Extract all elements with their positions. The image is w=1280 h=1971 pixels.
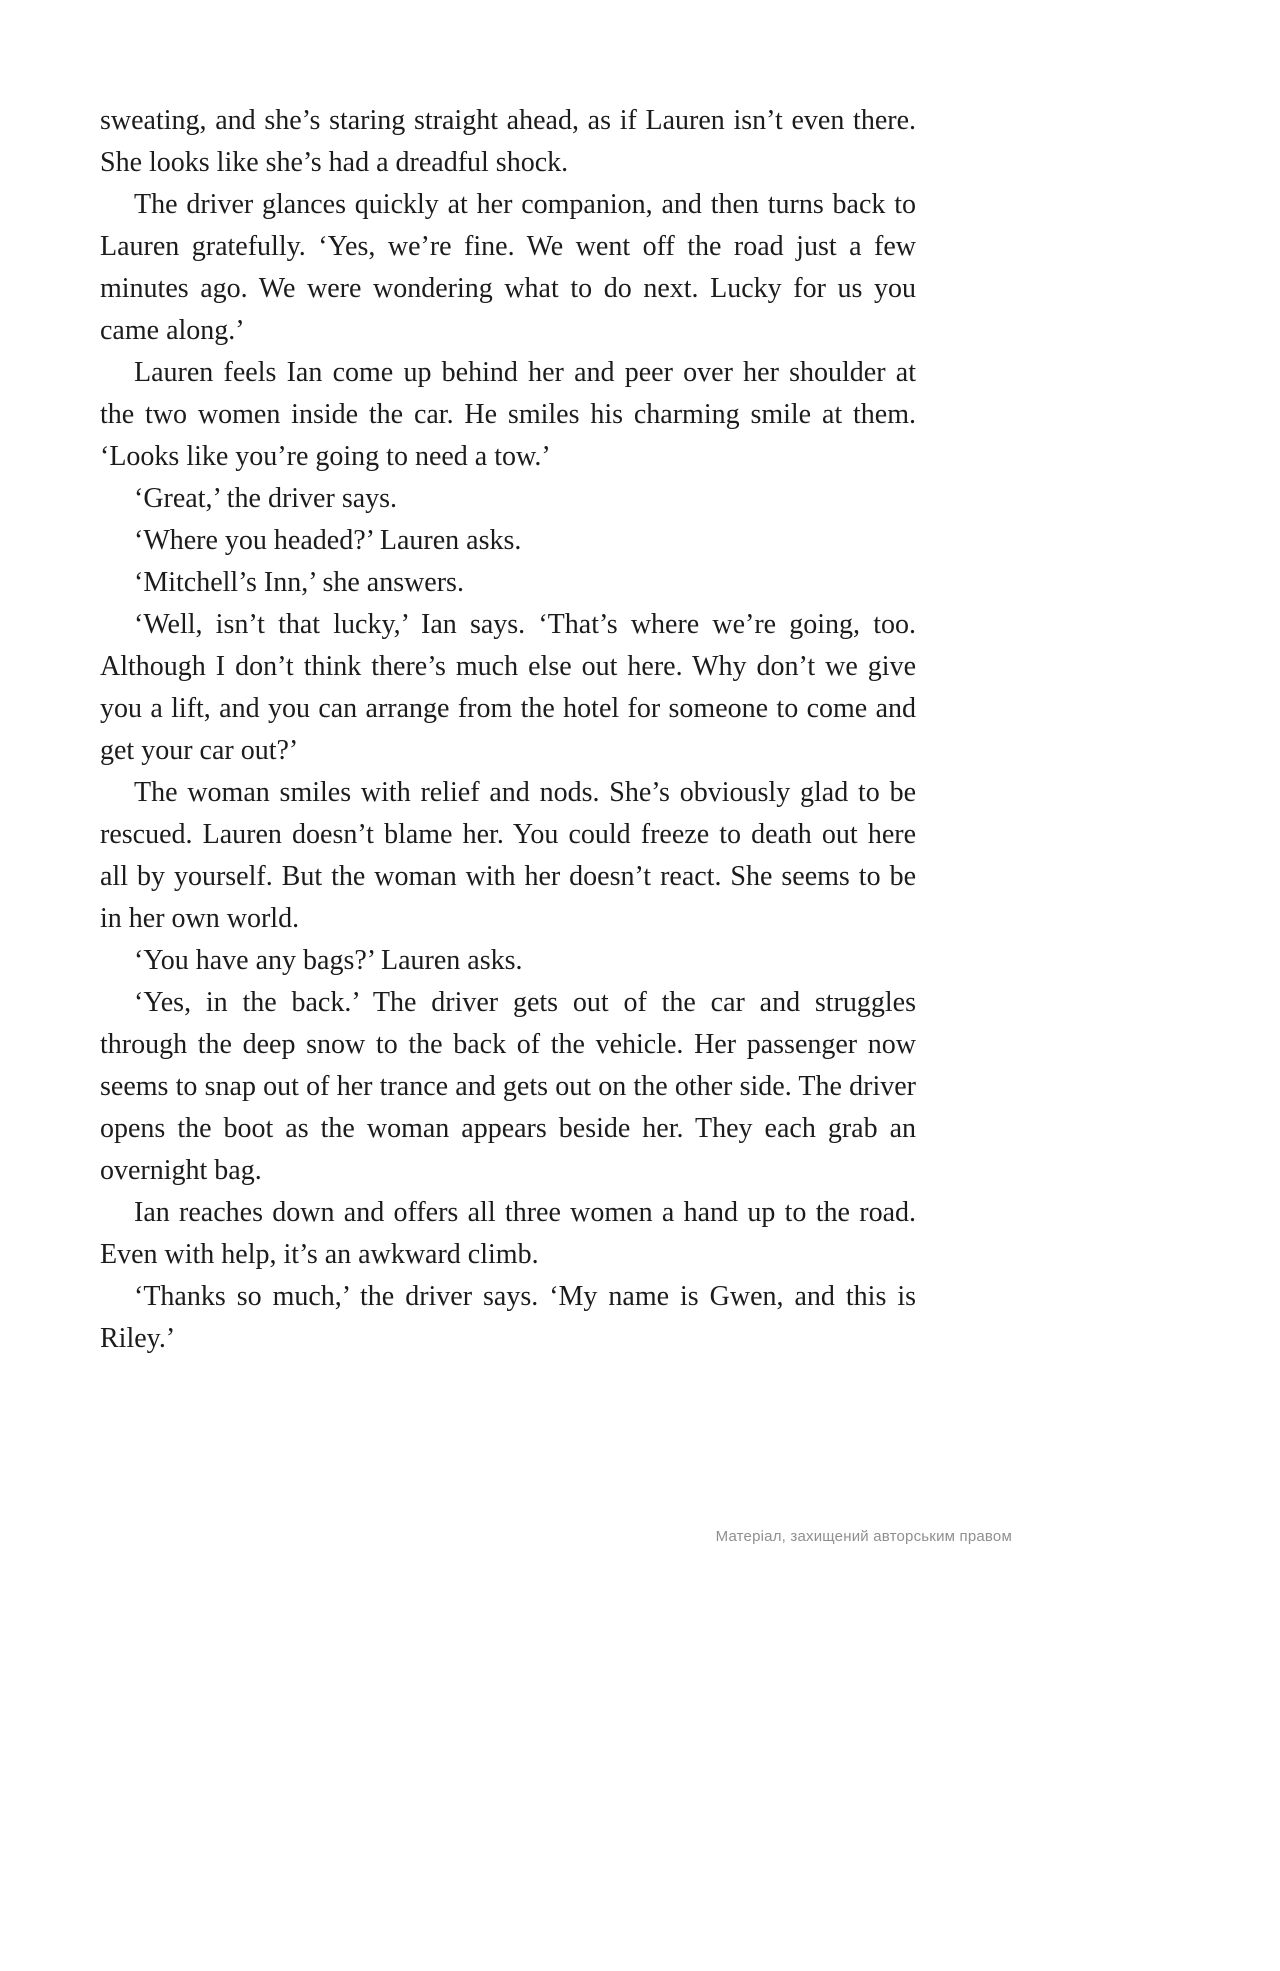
- paragraph: ‘Where you headed?’ Lauren asks.: [134, 525, 522, 556]
- paragraph: ‘Thanks so much,’ the driver says. ‘My name is Gwen, and this is Riley.’: [100, 1281, 916, 1354]
- paragraph: Lauren feels Ian come up behind her and peer over her shoulder at the two women inside the car. He smiles his charming smile at them. ‘Looks like you’re going to need a tow.’: [100, 357, 916, 472]
- paragraph: ‘Well, isn’t that lucky,’ Ian says. ‘That’s where we’re going, too. Although I don’t think there’s much else out here. Why don’t we give you a lift, and you can arrange from the hotel for someone to come and get your car out?’: [100, 609, 916, 766]
- paragraph: ‘Yes, in the back.’ The driver gets out of the car and struggles through the deep snow to the back of the vehicle. Her passenger now seems to snap out of her trance and gets out on the other side. The driver opens the boot as the woman appears beside her. They each grab an overnight bag.: [100, 987, 916, 1186]
- body-text: [100, 100, 916, 1360]
- paragraph: ‘Great,’ the driver says.: [134, 483, 398, 514]
- paragraph: ‘Mitchell’s Inn,’ she answers.: [134, 567, 464, 598]
- copyright-notice: Матеріал, захищений авторським правом: [715, 1528, 1012, 1545]
- paragraph: Ian reaches down and offers all three women a hand up to the road. Even with help, it’s an awkward climb.: [100, 1197, 916, 1270]
- paragraph: The woman smiles with relief and nods. She’s obviously glad to be rescued. Lauren doesn’t blame her. You could freeze to death out here all by yourself. But the woman with her doesn’t react. She seems to be in her own world.: [100, 777, 916, 934]
- paragraph: The driver glances quickly at her companion, and then turns back to Lauren gratefully. ‘Yes, we’re fine. We went off the road just a few minutes ago. We were wondering what to do next. Lucky for us you came along.’: [100, 189, 916, 346]
- paragraph: sweating, and she’s staring straight ahead, as if Lauren isn’t even there. She looks like she’s had a dreadful shock.: [100, 105, 916, 178]
- paragraph: ‘You have any bags?’ Lauren asks.: [134, 945, 523, 976]
